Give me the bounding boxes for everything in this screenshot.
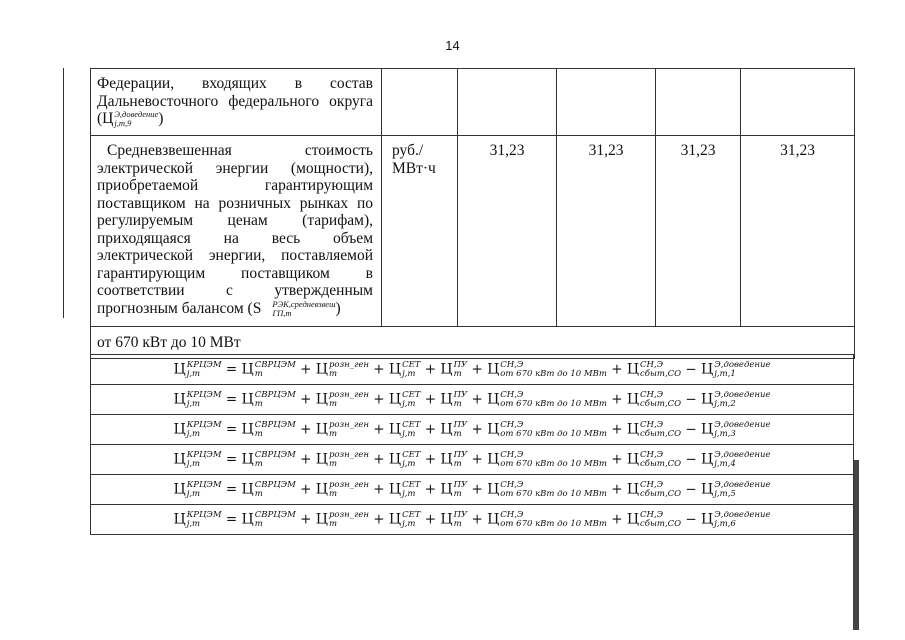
term-sbyt-sup: СН,Э bbox=[640, 419, 664, 430]
plus-sign: + bbox=[606, 451, 627, 467]
formula-lhs: Ц bbox=[173, 481, 186, 497]
term-set-sub: j,m bbox=[402, 518, 416, 529]
minus-sign: − bbox=[681, 361, 702, 377]
term-sbyt-sup: СН,Э bbox=[640, 389, 664, 400]
term-sn-e: Ц bbox=[487, 361, 500, 377]
plus-sign: + bbox=[606, 511, 627, 527]
page-number: 14 bbox=[445, 38, 460, 53]
row-continued-sup: Э,доведение bbox=[114, 109, 159, 120]
term-sbyt-sub: сбыт,СО bbox=[640, 518, 682, 529]
equals-sign: = bbox=[221, 391, 242, 407]
term-dovedenie-sub: j,m,1 bbox=[714, 368, 736, 379]
cell-empty bbox=[557, 69, 656, 136]
value-cell: 31,23 bbox=[557, 136, 656, 327]
plus-sign: + bbox=[467, 511, 488, 527]
term-dovedenie: Ц bbox=[701, 391, 714, 407]
formula-lhs-sup: КРЦЭМ bbox=[186, 389, 222, 400]
formula-cell bbox=[91, 415, 854, 445]
term-dovedenie-sup: Э,доведение bbox=[714, 509, 771, 520]
term-rozn-gen-sup: розн_ген bbox=[328, 419, 369, 430]
formula-cell bbox=[91, 505, 854, 535]
formula-lhs-sup: КРЦЭМ bbox=[186, 359, 222, 370]
term-sbyt-sup: СН,Э bbox=[640, 449, 664, 460]
term-dovedenie: Ц bbox=[701, 481, 714, 497]
term-sn-e: Ц bbox=[487, 481, 500, 497]
term-dovedenie-sup: Э,доведение bbox=[714, 389, 771, 400]
plus-sign: + bbox=[606, 481, 627, 497]
term-set-sub: j,m bbox=[402, 428, 416, 439]
equals-sign: = bbox=[221, 481, 242, 497]
term-set: Ц bbox=[388, 511, 402, 527]
term-svrcem: Ц bbox=[241, 421, 254, 437]
term-svrcem: Ц bbox=[241, 451, 254, 467]
formula-lhs-sub: j,m bbox=[186, 428, 201, 439]
term-set: Ц bbox=[388, 451, 402, 467]
term-set-sub: j,m bbox=[402, 368, 416, 379]
equals-sign: = bbox=[221, 361, 242, 377]
formula-table bbox=[90, 354, 854, 535]
term-rozn-gen-sub: m bbox=[328, 368, 338, 379]
term-pu: Ц bbox=[440, 361, 453, 377]
row-continued-sub: j,m,9 bbox=[114, 118, 132, 129]
formula-lhs: Ц bbox=[173, 421, 186, 437]
formula-row bbox=[91, 355, 854, 385]
term-set-sup: СЕТ bbox=[402, 389, 421, 400]
term-set: Ц bbox=[388, 421, 402, 437]
term-sbyt: Ц bbox=[626, 361, 640, 377]
term-rozn-gen: Ц bbox=[315, 421, 328, 437]
plus-sign: + bbox=[420, 391, 441, 407]
formula-lhs: Ц bbox=[173, 391, 186, 407]
term-svrcem-sub: m bbox=[254, 488, 263, 499]
term-svrcem-sup: СВРЦЭМ bbox=[254, 509, 296, 520]
term-rozn-gen-sub: m bbox=[328, 488, 338, 499]
row-continued-text: Федерации, входящих в состав Дальневосточного федерального округа (Ц bbox=[97, 75, 373, 127]
cell-empty bbox=[382, 69, 458, 136]
plus-sign: + bbox=[295, 511, 316, 527]
plus-sign: + bbox=[606, 421, 627, 437]
term-sbyt: Ц bbox=[626, 391, 640, 407]
term-set-sup: СЕТ bbox=[402, 449, 421, 460]
term-pu-sup: ПУ bbox=[453, 509, 468, 520]
term-set-sup: СЕТ bbox=[402, 419, 421, 430]
plus-sign: + bbox=[606, 361, 627, 377]
plus-sign: + bbox=[368, 361, 389, 377]
term-svrcem-sub: m bbox=[254, 368, 263, 379]
plus-sign: + bbox=[368, 421, 389, 437]
term-set-sub: j,m bbox=[402, 458, 416, 469]
term-sbyt-sup: СН,Э bbox=[640, 479, 664, 490]
plus-sign: + bbox=[295, 421, 316, 437]
formula-row bbox=[91, 385, 854, 415]
plus-sign: + bbox=[368, 481, 389, 497]
term-dovedenie-sub: j,m,2 bbox=[714, 398, 736, 409]
term-pu-sub: m bbox=[453, 458, 462, 469]
formula-cell bbox=[91, 355, 854, 385]
plus-sign: + bbox=[467, 391, 488, 407]
term-dovedenie-sub: j,m,6 bbox=[714, 518, 736, 529]
term-sbyt-sup: СН,Э bbox=[640, 359, 664, 370]
term-dovedenie-sub: j,m,5 bbox=[714, 488, 736, 499]
term-pu: Ц bbox=[440, 511, 453, 527]
plus-sign: + bbox=[420, 511, 441, 527]
term-sbyt: Ц bbox=[626, 451, 640, 467]
term-rozn-gen-sup: розн_ген bbox=[328, 389, 369, 400]
term-dovedenie: Ц bbox=[701, 361, 714, 377]
term-dovedenie-sub: j,m,4 bbox=[714, 458, 736, 469]
formula-lhs-sub: j,m bbox=[186, 488, 201, 499]
cell-empty bbox=[741, 69, 855, 136]
term-set-sub: j,m bbox=[402, 488, 416, 499]
formula-row bbox=[91, 445, 854, 475]
formula-cell bbox=[91, 385, 854, 415]
term-sbyt-sub: сбыт,СО bbox=[640, 488, 682, 499]
formula-lhs: Ц bbox=[173, 361, 186, 377]
term-set-sup: СЕТ bbox=[402, 509, 421, 520]
term-rozn-gen: Ц bbox=[315, 361, 328, 377]
formula-lhs-sup: КРЦЭМ bbox=[186, 509, 222, 520]
cell-empty bbox=[656, 69, 741, 136]
term-sn-e-sup: СН,Э bbox=[500, 419, 524, 430]
table-row bbox=[91, 69, 855, 136]
term-pu-sub: m bbox=[453, 428, 462, 439]
term-svrcem-sup: СВРЦЭМ bbox=[254, 449, 296, 460]
cell-empty bbox=[458, 69, 557, 136]
minus-sign: − bbox=[681, 421, 702, 437]
plus-sign: + bbox=[295, 451, 316, 467]
plus-sign: + bbox=[295, 391, 316, 407]
tariff-table bbox=[90, 68, 855, 359]
minus-sign: − bbox=[681, 511, 702, 527]
term-sn-e: Ц bbox=[487, 511, 500, 527]
plus-sign: + bbox=[420, 361, 441, 377]
term-pu-sub: m bbox=[453, 398, 462, 409]
term-svrcem: Ц bbox=[241, 361, 254, 377]
term-pu: Ц bbox=[440, 481, 453, 497]
term-sn-e-sub: от 670 кВт до 10 МВт bbox=[500, 428, 607, 439]
plus-sign: + bbox=[368, 511, 389, 527]
term-set: Ц bbox=[388, 391, 402, 407]
section-title: от 670 кВт до 10 МВт bbox=[91, 327, 855, 359]
term-pu-sup: ПУ bbox=[453, 419, 468, 430]
term-sn-e-sub: от 670 кВт до 10 МВт bbox=[500, 398, 607, 409]
plus-sign: + bbox=[420, 421, 441, 437]
term-rozn-gen: Ц bbox=[315, 511, 328, 527]
term-sn-e-sup: СН,Э bbox=[500, 449, 524, 460]
row-continued-close: ) bbox=[158, 110, 164, 127]
plus-sign: + bbox=[467, 451, 488, 467]
term-set: Ц bbox=[388, 481, 402, 497]
formula-lhs-sup: КРЦЭМ bbox=[186, 449, 222, 460]
term-dovedenie: Ц bbox=[701, 451, 714, 467]
value-cell: 31,23 bbox=[458, 136, 557, 327]
term-svrcem-sub: m bbox=[254, 428, 263, 439]
formula-row bbox=[91, 415, 854, 445]
row-avg-desc bbox=[91, 136, 382, 327]
plus-sign: + bbox=[606, 391, 627, 407]
row-avg-sub: ГП,m bbox=[272, 307, 292, 318]
unit-cell: руб./ МВт·ч bbox=[382, 136, 458, 327]
formula-lhs-sup: КРЦЭМ bbox=[186, 419, 222, 430]
formula-cell bbox=[91, 475, 854, 505]
term-sn-e-sup: СН,Э bbox=[500, 359, 524, 370]
term-sbyt: Ц bbox=[626, 481, 640, 497]
term-rozn-gen-sub: m bbox=[328, 458, 338, 469]
term-pu-sub: m bbox=[453, 368, 462, 379]
row-continued-desc bbox=[91, 69, 382, 136]
term-dovedenie-sup: Э,доведение bbox=[714, 479, 771, 490]
term-sbyt-sub: сбыт,СО bbox=[640, 458, 682, 469]
term-svrcem-sub: m bbox=[254, 518, 263, 529]
term-rozn-gen-sub: m bbox=[328, 518, 338, 529]
term-pu-sup: ПУ bbox=[453, 389, 468, 400]
plus-sign: + bbox=[368, 391, 389, 407]
term-rozn-gen: Ц bbox=[315, 481, 328, 497]
term-sn-e: Ц bbox=[487, 421, 500, 437]
formula-lhs-sub: j,m bbox=[186, 458, 201, 469]
plus-sign: + bbox=[467, 421, 488, 437]
formula-lhs-sub: j,m bbox=[186, 368, 201, 379]
minus-sign: − bbox=[681, 451, 702, 467]
term-dovedenie: Ц bbox=[701, 511, 714, 527]
term-sn-e-sub: от 670 кВт до 10 МВт bbox=[500, 368, 607, 379]
term-svrcem-sup: СВРЦЭМ bbox=[254, 359, 296, 370]
equals-sign: = bbox=[221, 511, 242, 527]
plus-sign: + bbox=[467, 361, 488, 377]
row-avg-text: Средневзвешенная стоимость электрической энергии (мощности), приобретаемой гарантирующим поставщиком на розничных рынках по регулируемым ценам (тарифам), приходящаяся на весь объем электрической энергии, поставляемой гарантирующим поставщиком в соответствии с утвержденным прогнозным балансом (S bbox=[97, 142, 373, 317]
formula-lhs: Ц bbox=[173, 451, 186, 467]
term-rozn-gen-sup: розн_ген bbox=[328, 479, 369, 490]
term-pu-sup: ПУ bbox=[453, 449, 468, 460]
term-svrcem-sup: СВРЦЭМ bbox=[254, 419, 296, 430]
term-dovedenie-sub: j,m,3 bbox=[714, 428, 736, 439]
term-sbyt-sub: сбыт,СО bbox=[640, 368, 682, 379]
plus-sign: + bbox=[368, 451, 389, 467]
minus-sign: − bbox=[681, 481, 702, 497]
term-dovedenie-sup: Э,доведение bbox=[714, 449, 771, 460]
plus-sign: + bbox=[295, 481, 316, 497]
formula-cell bbox=[91, 445, 854, 475]
formula-row bbox=[91, 505, 854, 535]
term-rozn-gen-sup: розн_ген bbox=[328, 359, 369, 370]
term-rozn-gen-sub: m bbox=[328, 398, 338, 409]
term-set-sub: j,m bbox=[402, 398, 416, 409]
term-set-sup: СЕТ bbox=[402, 479, 421, 490]
plus-sign: + bbox=[420, 481, 441, 497]
term-sn-e: Ц bbox=[487, 391, 500, 407]
table-row bbox=[91, 136, 855, 327]
term-rozn-gen: Ц bbox=[315, 391, 328, 407]
term-sn-e: Ц bbox=[487, 451, 500, 467]
term-sbyt: Ц bbox=[626, 421, 640, 437]
value-cell: 31,23 bbox=[741, 136, 855, 327]
term-sbyt-sub: сбыт,СО bbox=[640, 428, 682, 439]
equals-sign: = bbox=[221, 421, 242, 437]
term-pu-sub: m bbox=[453, 518, 462, 529]
formula-lhs-sub: j,m bbox=[186, 398, 201, 409]
formula-lhs: Ц bbox=[173, 511, 186, 527]
formula-lhs-sup: КРЦЭМ bbox=[186, 479, 222, 490]
term-pu: Ц bbox=[440, 451, 453, 467]
term-set-sup: СЕТ bbox=[402, 359, 421, 370]
term-pu-sub: m bbox=[453, 488, 462, 499]
term-sbyt-sup: СН,Э bbox=[640, 509, 664, 520]
term-dovedenie-sup: Э,доведение bbox=[714, 359, 771, 370]
plus-sign: + bbox=[295, 361, 316, 377]
term-svrcem: Ц bbox=[241, 481, 254, 497]
term-pu: Ц bbox=[440, 421, 453, 437]
term-sn-e-sub: от 670 кВт до 10 МВт bbox=[500, 488, 607, 499]
term-svrcem-sub: m bbox=[254, 398, 263, 409]
term-svrcem: Ц bbox=[241, 511, 254, 527]
row-avg-sup: РЭК,средневзвеш bbox=[272, 298, 336, 309]
term-svrcem: Ц bbox=[241, 391, 254, 407]
term-sn-e-sup: СН,Э bbox=[500, 479, 524, 490]
term-sn-e-sup: СН,Э bbox=[500, 389, 524, 400]
plus-sign: + bbox=[420, 451, 441, 467]
term-rozn-gen-sup: розн_ген bbox=[328, 449, 369, 460]
term-rozn-gen-sup: розн_ген bbox=[328, 509, 369, 520]
term-sbyt: Ц bbox=[626, 511, 640, 527]
term-pu: Ц bbox=[440, 391, 453, 407]
term-svrcem-sup: СВРЦЭМ bbox=[254, 479, 296, 490]
row-avg-close: ) bbox=[335, 299, 341, 317]
term-dovedenie-sup: Э,доведение bbox=[714, 419, 771, 430]
term-sn-e-sub: от 670 кВт до 10 МВт bbox=[500, 458, 607, 469]
equals-sign: = bbox=[221, 451, 242, 467]
term-sbyt-sub: сбыт,СО bbox=[640, 398, 682, 409]
term-svrcem-sup: СВРЦЭМ bbox=[254, 389, 296, 400]
formula-row bbox=[91, 475, 854, 505]
term-pu-sup: ПУ bbox=[453, 359, 468, 370]
term-svrcem-sub: m bbox=[254, 458, 263, 469]
term-dovedenie: Ц bbox=[701, 421, 714, 437]
left-margin-line bbox=[63, 68, 64, 318]
term-pu-sup: ПУ bbox=[453, 479, 468, 490]
value-cell: 31,23 bbox=[656, 136, 741, 327]
term-set: Ц bbox=[388, 361, 402, 377]
term-rozn-gen-sub: m bbox=[328, 428, 338, 439]
term-sn-e-sub: от 670 кВт до 10 МВт bbox=[500, 518, 607, 529]
term-rozn-gen: Ц bbox=[315, 451, 328, 467]
minus-sign: − bbox=[681, 391, 702, 407]
formula-lhs-sub: j,m bbox=[186, 518, 201, 529]
plus-sign: + bbox=[467, 481, 488, 497]
term-sn-e-sup: СН,Э bbox=[500, 509, 524, 520]
